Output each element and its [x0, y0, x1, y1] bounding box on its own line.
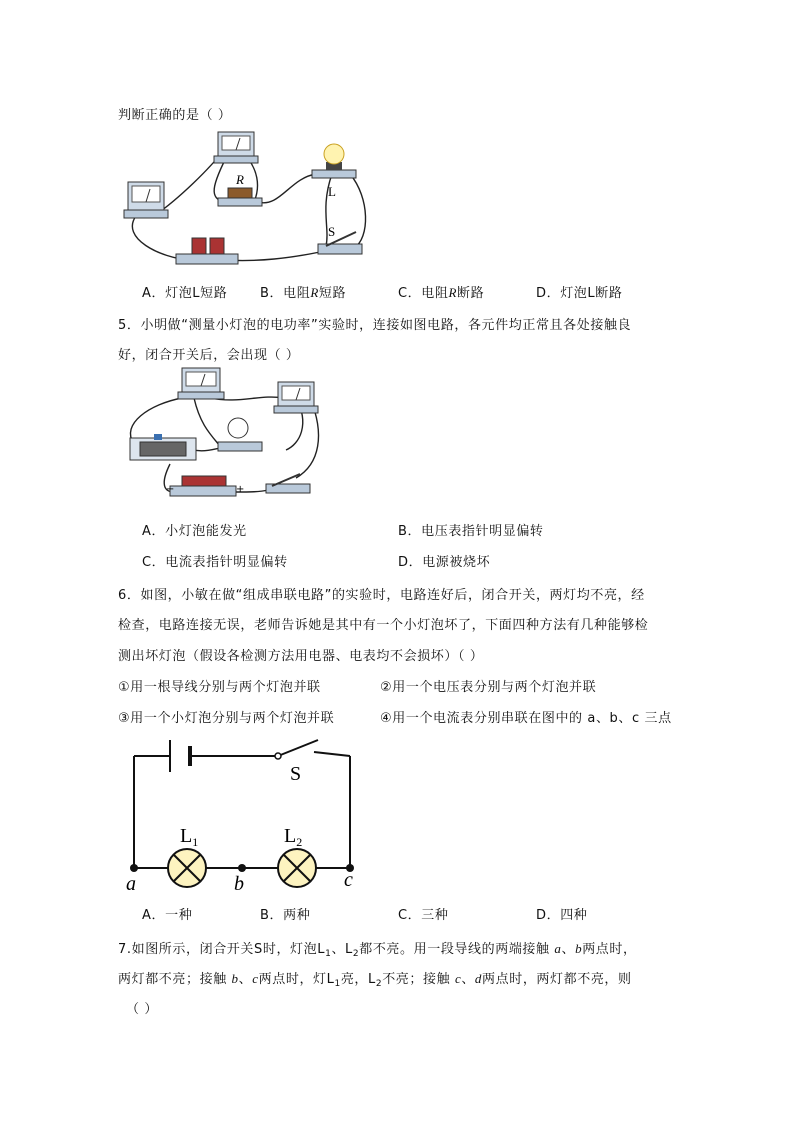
lamp-l2-icon: [278, 849, 316, 887]
q4-option-c[interactable]: C．电阻R断路: [398, 285, 485, 301]
q5-option-c[interactable]: C．电流表指针明显偏转: [142, 555, 288, 570]
q6-stem-line1: 6．如图，小敏在做“组成串联电路”的实验时，电路连好后，闭合开关，两灯均不亮，经: [118, 588, 645, 603]
q5-option-a[interactable]: A．小灯泡能发光: [142, 524, 247, 539]
q4-circuit-figure: [120, 128, 380, 268]
battery-icon: [170, 740, 190, 772]
q7-stem-line1: 7.如图所示，闭合开关S时，灯泡$L_1$、$L_2$都不亮。用一段导线的两端接触 a、b两点时，: [118, 941, 637, 959]
voltmeter-icon: [178, 368, 224, 399]
node-a-dot: [130, 864, 138, 872]
q5-option-d[interactable]: D．电源被烧坏: [398, 555, 491, 570]
q5-circuit-figure: [120, 364, 330, 500]
q6-stem-line2: 检查，电路连接无误，老师告诉她是其中有一个小灯泡坏了，下面四种方法有几种能够检: [118, 618, 649, 633]
lamp-l1-icon: [168, 849, 206, 887]
q6-method-4: ④用一个电流表分别串联在图中的 a、b、c 三点: [380, 711, 672, 726]
bulb-icon: [312, 144, 356, 178]
label-S: S: [290, 763, 302, 785]
label-S: S: [328, 224, 336, 239]
label-c: c: [344, 869, 353, 891]
label-L: L: [328, 184, 336, 199]
switch-icon: [318, 232, 362, 254]
switch-icon: [266, 474, 310, 493]
q7-stem-line3: （ ）: [126, 1002, 158, 1017]
q6-option-d[interactable]: D．四种: [536, 908, 588, 923]
label-L1: $L_1$: [180, 825, 199, 849]
label-b: b: [234, 873, 244, 895]
voltmeter-icon: [214, 132, 258, 163]
q6-option-c[interactable]: C．三种: [398, 908, 449, 923]
q5-stem-line1: 5．小明做“测量小灯泡的电功率”实验时，连接如图电路，各元件均正常且各处接触良: [118, 318, 632, 333]
q6-option-a[interactable]: A．一种: [142, 908, 193, 923]
battery-icon: [170, 476, 236, 496]
battery-minus-label: −: [166, 484, 175, 495]
q7-stem-line2: 两灯都不亮；接触 b、c两点时，灯$L_1$亮，$L_2$不亮；接触 c、d两点时，两灯都不亮，则: [118, 971, 632, 989]
q6-method-2: ②用一个电压表分别与两个灯泡并联: [380, 680, 597, 695]
q5-stem-line2: 好，闭合开关后，会出现（ ）: [118, 348, 300, 363]
q4-option-a[interactable]: A．灯泡L短路: [142, 286, 228, 301]
q5-option-b[interactable]: B．电压表指针明显偏转: [398, 524, 544, 539]
q6-circuit-diagram: [118, 732, 368, 895]
q4-option-b[interactable]: B．电阻R短路: [260, 285, 347, 301]
label-L2: $L_2$: [284, 825, 303, 849]
rheostat-icon: [130, 434, 196, 460]
q4-stem-tail: 判断正确的是（ ）: [118, 108, 232, 123]
q6-option-b[interactable]: B．两种: [260, 908, 311, 923]
switch-contact-icon: [275, 753, 281, 759]
label-R: R: [236, 172, 244, 187]
q6-method-1: ①用一根导线分别与两个灯泡并联: [118, 680, 321, 695]
battery-plus-label: +: [236, 484, 245, 495]
q4-option-d[interactable]: D．灯泡L断路: [536, 286, 623, 301]
node-b-dot: [238, 864, 246, 872]
battery-icon: [176, 238, 238, 264]
q6-stem-line3: 测出坏灯泡（假设各检测方法用电器、电表均不会损坏）（ ）: [118, 649, 484, 664]
bulb-icon: [218, 418, 262, 451]
q6-method-3: ③用一个小灯泡分别与两个灯泡并联: [118, 711, 335, 726]
ammeter-icon: [274, 382, 318, 413]
ammeter-icon: [124, 182, 168, 218]
label-a: a: [126, 873, 136, 895]
